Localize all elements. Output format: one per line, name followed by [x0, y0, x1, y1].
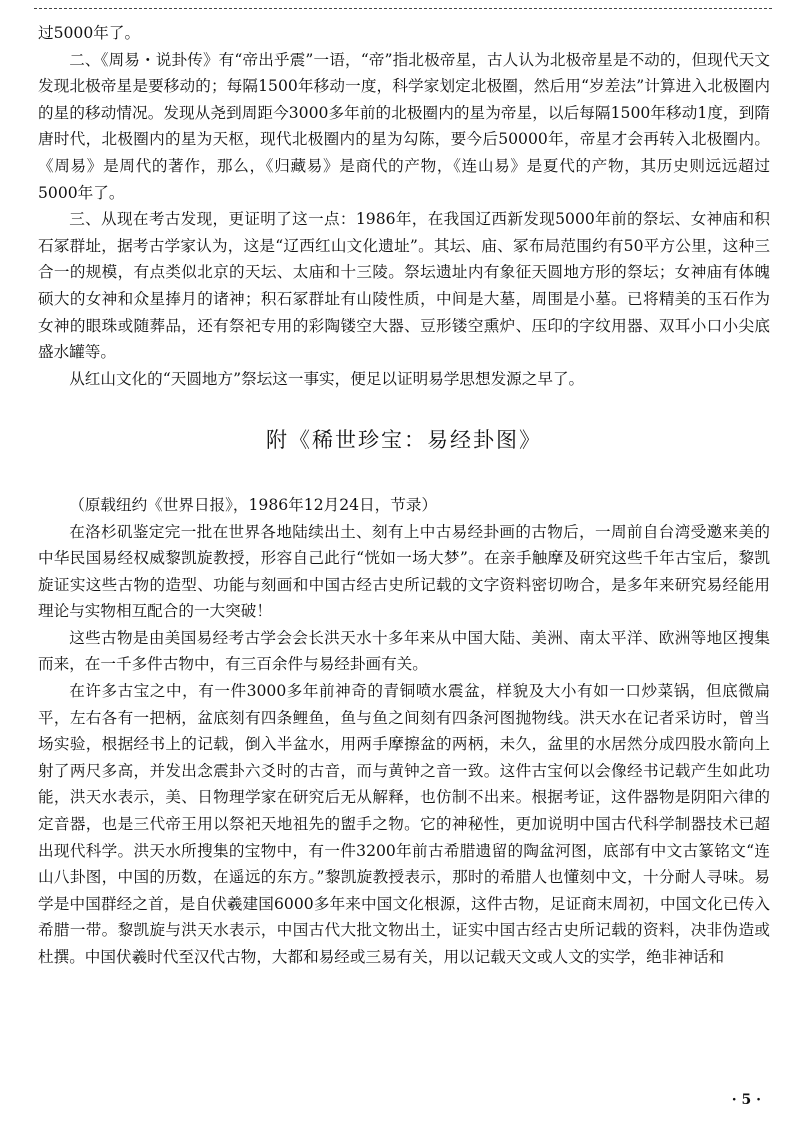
source-line: （原载纽约《世界日报》，1986年12月24日，节录） — [69, 495, 438, 514]
section-title: 附《稀世珍宝：易经卦图》 — [266, 428, 542, 453]
document-page — [38, 20, 770, 971]
page-number: · 5 · — [731, 1092, 761, 1108]
paragraph-collection: 这些古物是由美国易经考古学会会长洪天水十多年来从中国大陆、美洲、南太平洋、欧洲等地区搜集而来，在一千多件古物中，有三百余件与易经卦画有关。 — [38, 628, 770, 674]
top-rule — [34, 8, 772, 9]
paragraph-conclusion: 从红山文化的“天圆地方”祭坛这一事实，便足以证明易学思想发源之早了。 — [69, 369, 585, 388]
paragraph-bronze-basin: 在许多古宝之中，有一件3000多年前神奇的青铜喷水震盆，样貌及大小有如一口炒菜锅，但底微扁平，左右各有一把柄，盆底刻有四条鲤鱼，鱼与鱼之间刻有四条河图抛物线。洪天水在记者采访时，曾当场实验，根据经书上的记载，倒入半盆水，用两手摩擦盆的两柄，未久，盆里的水居然分成四股水箭向上射了两尺多高，并发出念震卦六爻时的古音，而与黄钟之音一致。这件古宝何以会像经书记载产生如此功能，洪天水表示，美、日物理学家在研究后无从解释，也仿制不出来。根据考证，这件器物是阴阳六律的定音器，也是三代帝王用以祭祀天地祖先的盥手之物。它的神秘性，更加说明中国古代科学制器技术已超出现代科学。洪天水所搜集的宝物中，有一件3200年前古希腊遗留的陶盆河图，底部有中文古篆铭文“连山八卦图，中国的历数，在遥远的东方。”黎凯旋教授表示，那时的希腊人也懂刻中文，十分耐人寻味。易学是中国群经之首，是自伏羲建国6000多年来中国文化根源，这件古物，足证商末周初，中国文化已传入希腊一带。黎凯旋与洪天水表示，中国古代大批文物出土，证实中国古经古史所记载的资料，决非伪造或杜撰。中国伏羲时代至汉代古物，大都和易经或三易有关，用以记载天文或人文的实学，绝非神话和 — [38, 682, 770, 966]
paragraph-hongshan: 三、从现在考古发现，更证明了这一点：1986年，在我国辽西新发现5000年前的祭坛、女神庙和积石冢群址，据考古学家认为，这是“辽西红山文化遗址”。其坛、庙、冢布局范围约有50平方公里，这种三合一的规模，有点类似北京的天坛、太庙和十三陵。祭坛遗址内有象征天圆地方形的祭坛；女神庙有体魄硕大的女神和众星捧月的诸神；积石冢群址有山陵性质，中间是大墓，周围是小墓。已将精美的玉石作为女神的眼珠或随葬品，还有祭祀专用的彩陶镂空大器、豆形镂空熏炉、压印的字纹用器、双耳小口小尖底盛水罐等。 — [38, 210, 770, 362]
paragraph-polar-star: 二、《周易・说卦传》有“帝出乎震”一语，“帝”指北极帝星，古人认为北极帝星是不动的，但现代天文发现北极帝星是要移动的；每隔1500年移动一度，科学家划定北极圈，然后用“岁差法”计算进入北极圈内的星的移动情况。发现从尧到周距今3000多年前的北极圈内的星为帝星，以后每隔1500年移动1度，到隋唐时代，北极圈内的星为天枢，现代北极圈内的星为勾陈，要今后50000年，帝星才会再转入北极圈内。《周易》是周代的著作，那么，《归藏易》是商代的产物，《连山易》是夏代的产物，其历史则远远超过5000年了。 — [38, 50, 770, 202]
paragraph-continuation: 过5000年了。 — [38, 24, 141, 42]
paragraph-la-appraisal: 在洛杉矶鉴定完一批在世界各地陆续出土、刻有上中古易经卦画的古物后，一周前自台湾受邀来美的中华民国易经权威黎凯旋教授，形容自己此行“恍如一场大梦”。在亲手触摩及研究这些千年古宝后，黎凯旋证实这些古物的造型、功能与刻画和中国古经古史所记载的文字资料密切吻合，是多年来研究易经能用理论与实物相互配合的一大突破！ — [38, 522, 770, 621]
